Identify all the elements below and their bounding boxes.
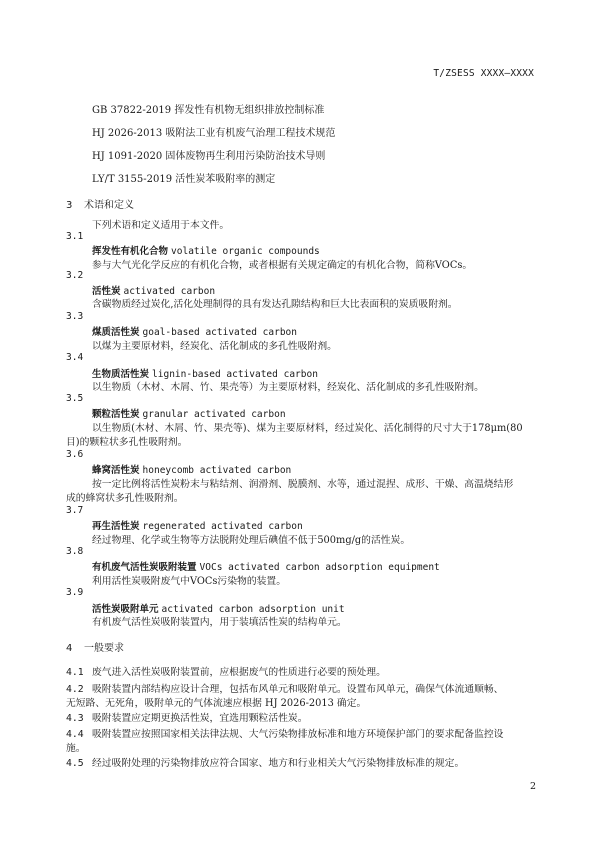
requirement-number: 4.3	[66, 713, 84, 724]
section-title: 术语和定义	[84, 200, 134, 211]
requirement-text-cont: 施。	[66, 743, 86, 754]
requirement-item	[66, 664, 386, 678]
term-definition-cont: 成的蜂窝状多孔性吸附剂。	[66, 493, 184, 504]
term-definition: 参与大气光化学反应的有机化合物，或者根据有关规定确定的有机化合物，简称VOCs。	[92, 260, 473, 271]
reference-item: HJ 2026-2013 吸附法工业有机废气治理工程技术规范	[92, 128, 336, 139]
term-zh: 颗粒活性炭	[92, 409, 140, 420]
term-title	[92, 366, 318, 380]
reference-item: LY/T 3155-2019 活性炭苯吸附率的测定	[92, 174, 276, 185]
requirement-item	[66, 726, 503, 740]
reference-item: HJ 1091-2020 固体废物再生利用污染防治技术导则	[92, 151, 326, 162]
term-en: activated carbon	[123, 286, 216, 297]
reference-item: GB 37822-2019 挥发性有机物无组织排放控制标准	[92, 105, 325, 116]
term-number: 3.7	[66, 505, 84, 516]
term-zh: 活性炭	[92, 286, 121, 297]
section-heading	[66, 196, 134, 211]
requirement-item	[66, 755, 464, 769]
term-title	[92, 243, 320, 257]
term-en: regenerated activated carbon	[142, 521, 303, 532]
requirement-number: 4.4	[66, 729, 84, 740]
term-number: 3.1	[66, 231, 84, 242]
term-definition: 含碳物质经过炭化,活化处理制得的具有发达孔隙结构和巨大比表面积的炭质吸附剂。	[92, 299, 458, 310]
term-zh: 活性炭吸附单元	[92, 604, 159, 615]
term-title	[92, 518, 303, 532]
section-title: 一般要求	[84, 643, 124, 654]
term-en: VOCs activated carbon adsorption equipment	[199, 562, 440, 573]
term-definition: 以生物质(木材、木屑、竹、果壳等)、煤为主要原材料，经过炭化、活化制得的尺寸大于178μm(80	[92, 423, 523, 434]
term-en: goal-based activated carbon	[142, 327, 297, 338]
term-definition-cont: 目)的颗粒状多孔性吸附剂。	[66, 437, 188, 448]
requirement-number: 4.5	[66, 758, 84, 769]
term-zh: 挥发性有机化合物	[92, 246, 169, 257]
term-definition: 有机废气活性炭吸附装置内，用于装填活性炭的结构单元。	[92, 617, 347, 628]
term-title	[92, 406, 286, 420]
term-en: activated carbon adsorption unit	[161, 604, 345, 615]
term-zh: 蜂窝活性炭	[92, 465, 140, 476]
term-number: 3.6	[66, 449, 84, 460]
term-title	[92, 559, 440, 573]
document-code: T/ZSESS XXXX—XXXX	[433, 68, 534, 79]
term-definition: 以生物质（木材、木屑、竹、果壳等）为主要原材料，经炭化、活化制成的多孔性吸附剂。	[92, 382, 484, 393]
term-title	[92, 283, 215, 297]
term-en: lignin-based activated carbon	[152, 369, 318, 380]
requirement-text: 经过吸附处理的污染物排放应符合国家、地方和行业相关大气污染物排放标准的规定。	[92, 758, 465, 769]
section-number: 4	[66, 643, 73, 654]
term-definition: 利用活性炭吸附废气中VOCs污染物的装置。	[92, 576, 287, 587]
requirement-text: 吸附装置应定期更换活性炭，宜选用颗粒活性炭。	[92, 713, 308, 724]
term-definition: 以煤为主要原材料，经炭化、活化制成的多孔性吸附剂。	[92, 341, 337, 352]
requirement-number: 4.1	[66, 667, 84, 678]
term-definition: 经过物理、化学或生物等方法脱附处理后碘值不低于500mg/g的活性炭。	[92, 535, 411, 546]
section-intro: 下列术语和定义适用于本文件。	[92, 220, 230, 231]
term-number: 3.8	[66, 546, 84, 557]
requirement-text: 废气进入活性炭吸附装置前，应根据废气的性质进行必要的预处理。	[92, 667, 386, 678]
term-en: volatile organic compounds	[171, 246, 320, 257]
term-zh: 再生活性炭	[92, 521, 140, 532]
section-heading	[66, 639, 124, 654]
term-title	[92, 601, 345, 615]
term-zh: 煤质活性炭	[92, 327, 140, 338]
term-number: 3.5	[66, 393, 84, 404]
term-number: 3.9	[66, 587, 84, 598]
term-number: 3.3	[66, 311, 84, 322]
requirement-item	[66, 710, 308, 724]
requirement-text: 吸附装置应按照国家相关法律法规、大气污染物排放标准和地方环境保护部门的要求配备监控设	[92, 729, 504, 740]
requirement-text: 吸附装置内部结构应设计合理，包括布风单元和吸附单元。设置布风单元，确保气体流通顺畅、	[92, 684, 504, 695]
section-number: 3	[66, 200, 73, 211]
page-number: 2	[529, 781, 536, 792]
term-number: 3.4	[66, 352, 84, 363]
term-number: 3.2	[66, 270, 84, 281]
term-definition: 按一定比例将活性炭粉末与粘结剂、润滑剂、脱膜剂、水等，通过混捏、成形、干燥、高温烧结形	[92, 479, 514, 490]
requirement-number: 4.2	[66, 684, 84, 695]
term-en: honeycomb activated carbon	[142, 465, 292, 476]
term-title	[92, 462, 291, 476]
term-en: granular activated carbon	[142, 409, 286, 420]
requirement-item	[66, 681, 503, 695]
term-title	[92, 324, 297, 338]
term-zh: 有机废气活性炭吸附装置	[92, 562, 197, 573]
requirement-text-cont: 无短路、无死角，吸附单元的气体流速应根据 HJ 2026-2013 确定。	[66, 698, 367, 709]
term-zh: 生物质活性炭	[92, 369, 150, 380]
